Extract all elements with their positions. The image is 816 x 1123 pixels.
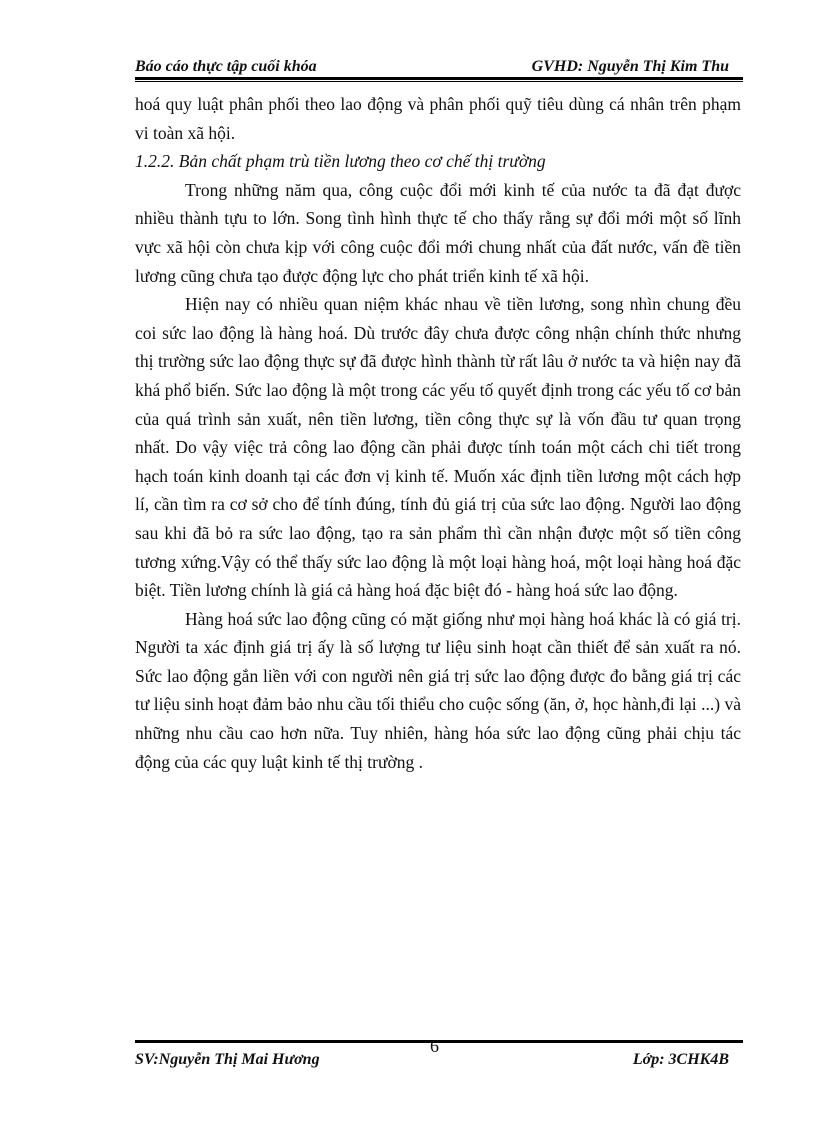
page-header — [135, 56, 743, 78]
page-footer — [135, 1049, 743, 1071]
page-number: 6 — [430, 1036, 439, 1056]
footer-student: SV:Nguyễn Thị Mai Hương — [135, 1051, 320, 1068]
header-rule-thin — [135, 81, 743, 82]
paragraph: Hiện nay có nhiều quan niệm khác nhau về tiền lương, song nhìn chung đều coi sức lao động là hàng hoá. Dù trước đây chưa được công nhận chính thức nhưng thị trường sức lao động thực sự đã được hình thành từ rất lâu ở nước ta và hiện nay đã khá phổ biến. Sức lao động là một trong các yếu tố quyết định trong các yếu tố cơ bản của quá trình sản xuất, nên tiền lương, tiền công thực sự là vốn đầu tư quan trọng nhất. Do vậy việc trả công lao động cần phải được tính toán một cách chi tiết trong hạch toán kinh doanh tại các đơn vị kinh tế. Muốn xác định tiền lương một cách hợp lí, cần tìm ra cơ sở cho để tính đúng, tính đủ giá trị của sức lao động. Người lao động sau khi đã bỏ ra sức lao động, tạo ra sản phẩm thì cần nhận được một số tiền công tương xứng.Vậy có thể thấy sức lao động là một loại hàng hoá, một loại hàng hoá đặc biệt. Tiền lương chính là giá cả hàng hoá đặc biệt đó - hàng hoá sức lao động. — [135, 294, 741, 601]
footer-rule — [135, 1040, 743, 1043]
paragraph-continuation: hoá quy luật phân phối theo lao động và phân phối quỹ tiêu dùng cá nhân trên phạm vi toàn xã hội. — [135, 94, 741, 143]
section-heading: 1.2.2. Bản chất phạm trù tiền lương theo cơ chế thị trường — [135, 151, 546, 172]
header-supervisor: GVHD: Nguyễn Thị Kim Thu — [531, 58, 729, 75]
header-rule-thick — [135, 77, 743, 80]
header-report-title: Báo cáo thực tập cuối khóa — [135, 58, 317, 75]
paragraph: Trong những năm qua, công cuộc đổi mới kinh tế của nước ta đã đạt được nhiều thành tựu to lớn. Song tình hình thực tế cho thấy rằng sự đổi mới một số lĩnh vực xã hội còn chưa kịp với công cuộc đổi mới chung nhất của đất nước, vấn đề tiền lương cũng chưa tạo được động lực cho phát triển kinh tế xã hội. — [135, 179, 741, 286]
footer-class: Lớp: 3CHK4B — [632, 1051, 729, 1068]
paragraph: Hàng hoá sức lao động cũng có mặt giống như mọi hàng hoá khác là có giá trị. Người ta xác định giá trị ấy là số lượng tư liệu sinh hoạt cần thiết để sản xuất ra nó. Sức lao động gắn liền với con người nên giá trị sức lao động được đo bằng giá trị các tư liệu sinh hoạt đảm bảo nhu cầu tối thiểu cho cuộc sống (ăn, ở, học hành,đi lại ...) và những nhu cầu cao hơn nữa. Tuy nhiên, hàng hóa sức lao động cũng phải chịu tác động của các quy luật kinh tế thị trường . — [135, 608, 741, 772]
page-body — [135, 90, 741, 776]
